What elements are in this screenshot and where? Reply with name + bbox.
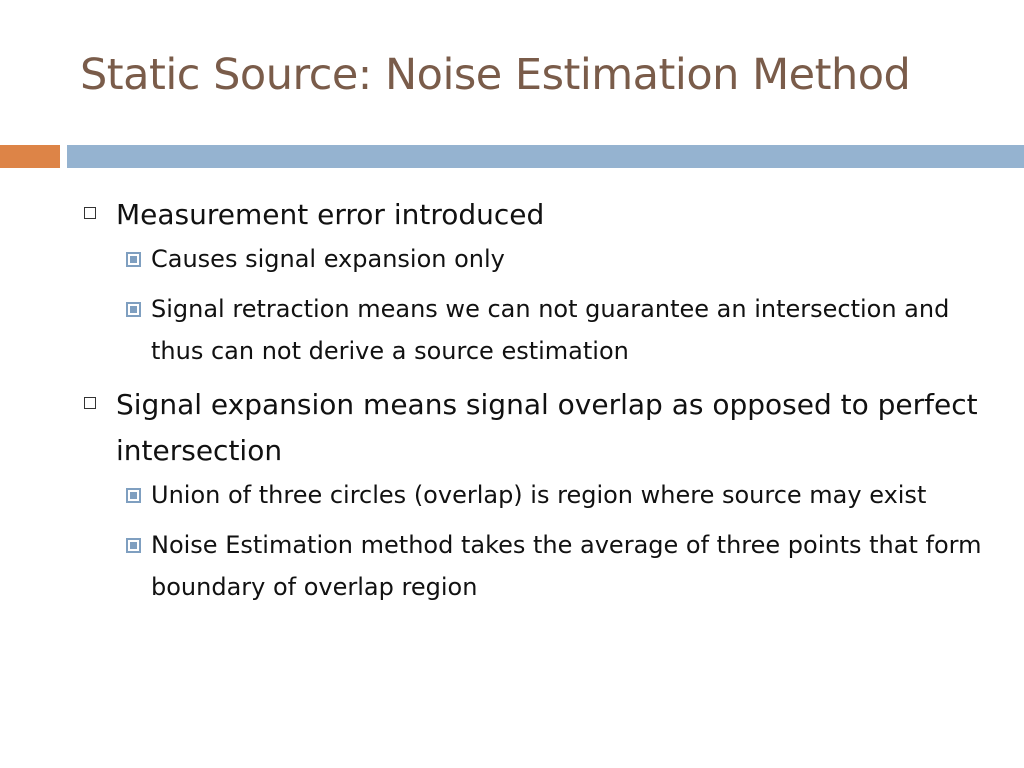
filled-square-icon xyxy=(126,488,141,503)
bullet-item xyxy=(82,192,982,238)
filled-square-icon xyxy=(126,252,141,267)
sub-bullet-text: Causes signal expansion only xyxy=(151,245,505,273)
bullet-text: Measurement error introduced xyxy=(116,198,545,231)
accent-bar-blue xyxy=(67,145,1024,168)
sub-bullet-item xyxy=(82,474,982,516)
bullet-text: Signal expansion means signal overlap as opposed to perfect intersection xyxy=(116,388,978,467)
filled-square-icon xyxy=(126,538,141,553)
bullet-list xyxy=(82,192,982,608)
sub-bullet-text: Signal retraction means we can not guarantee an intersection and thus can not derive a source estimation xyxy=(151,295,950,365)
hollow-square-icon xyxy=(84,397,96,409)
bullet-item xyxy=(82,382,982,474)
sub-bullet-item xyxy=(82,524,982,608)
slide-title: Static Source: Noise Estimation Method xyxy=(80,50,911,100)
sub-bullet-item xyxy=(82,288,982,372)
accent-bar-orange xyxy=(0,145,60,168)
hollow-square-icon xyxy=(84,207,96,219)
sub-bullet-item xyxy=(82,238,982,280)
sub-bullet-text: Noise Estimation method takes the average of three points that form boundary of overlap region xyxy=(151,531,982,601)
sub-bullet-text: Union of three circles (overlap) is region where source may exist xyxy=(151,481,927,509)
filled-square-icon xyxy=(126,302,141,317)
